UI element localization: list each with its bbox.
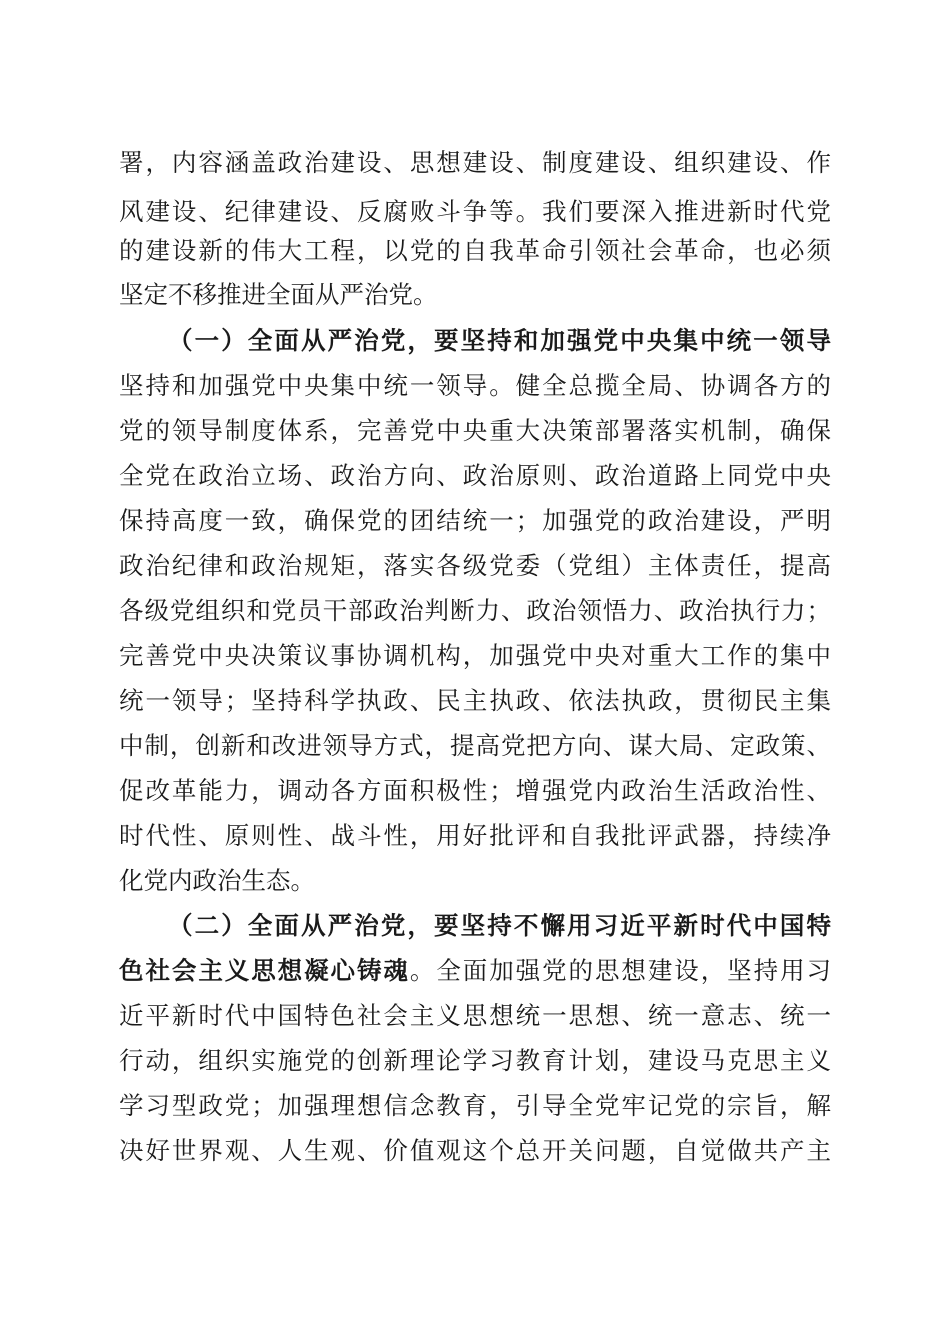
paragraph-line: 保持高度一致，确保党的团结统一；加强党的政治建设，严明 [119, 506, 831, 535]
heading-bold-fragment: 色社会主义思想凝心铸魂 [119, 956, 410, 985]
paragraph-line: 坚定不移推进全面从严治党。 [119, 280, 438, 309]
paragraph-line: 各级党组织和党员干部政治判断力、政治领悟力、政治执行力； [119, 596, 831, 625]
paragraph-line: 学习型政党；加强理想信念教育，引导全党牢记党的宗旨，解 [119, 1091, 831, 1120]
paragraph-line: 决好世界观、人生观、价值观这个总开关问题，自觉做共产主 [119, 1136, 831, 1165]
paragraph-line: 促改革能力，调动各方面积极性；增强党内政治生活政治性、 [119, 776, 831, 805]
paragraph-line: 署，内容涵盖政治建设、思想建设、制度建设、组织建设、作 [119, 148, 831, 177]
paragraph-line: 党的领导制度体系，完善党中央重大决策部署落实机制，确保 [119, 416, 831, 445]
section-heading-1: （一）全面从严治党，要坚持和加强党中央集中统一领导 [168, 326, 831, 355]
paragraph-line: 完善党中央决策议事协调机构，加强党中央对重大工作的集中 [119, 641, 831, 670]
paragraph-line: 的建设新的伟大工程，以党的自我革命引领社会革命，也必须 [119, 236, 831, 265]
paragraph-line: 行动，组织实施党的创新理论学习教育计划，建设马克思主义 [119, 1046, 831, 1075]
paragraph-line: 统一领导；坚持科学执政、民主执政、依法执政，贯彻民主集 [119, 686, 831, 715]
paragraph-line: 全党在政治立场、政治方向、政治原则、政治道路上同党中央 [119, 461, 831, 490]
section-heading-2: （二）全面从严治党，要坚持不懈用习近平新时代中国特 [168, 911, 831, 940]
heading-rest-fragment: 。全面加强党的思想建设，坚持用习 [409, 956, 832, 985]
paragraph-line: 中制，创新和改进领导方式，提高党把方向、谋大局、定政策、 [119, 731, 831, 760]
paragraph-line: 化党内政治生态。 [119, 866, 315, 895]
paragraph-line: 时代性、原则性、战斗性，用好批评和自我批评武器，持续净 [119, 821, 831, 850]
paragraph-line: 政治纪律和政治规矩，落实各级党委（党组）主体责任，提高 [119, 551, 831, 580]
paragraph-line: 坚持和加强党中央集中统一领导。健全总揽全局、协调各方的 [119, 371, 831, 400]
paragraph-line: 近平新时代中国特色社会主义思想统一思想、统一意志、统一 [119, 1001, 831, 1030]
paragraph-line: 风建设、纪律建设、反腐败斗争等。我们要深入推进新时代党 [119, 197, 831, 226]
section-heading-2-continued [119, 954, 831, 988]
